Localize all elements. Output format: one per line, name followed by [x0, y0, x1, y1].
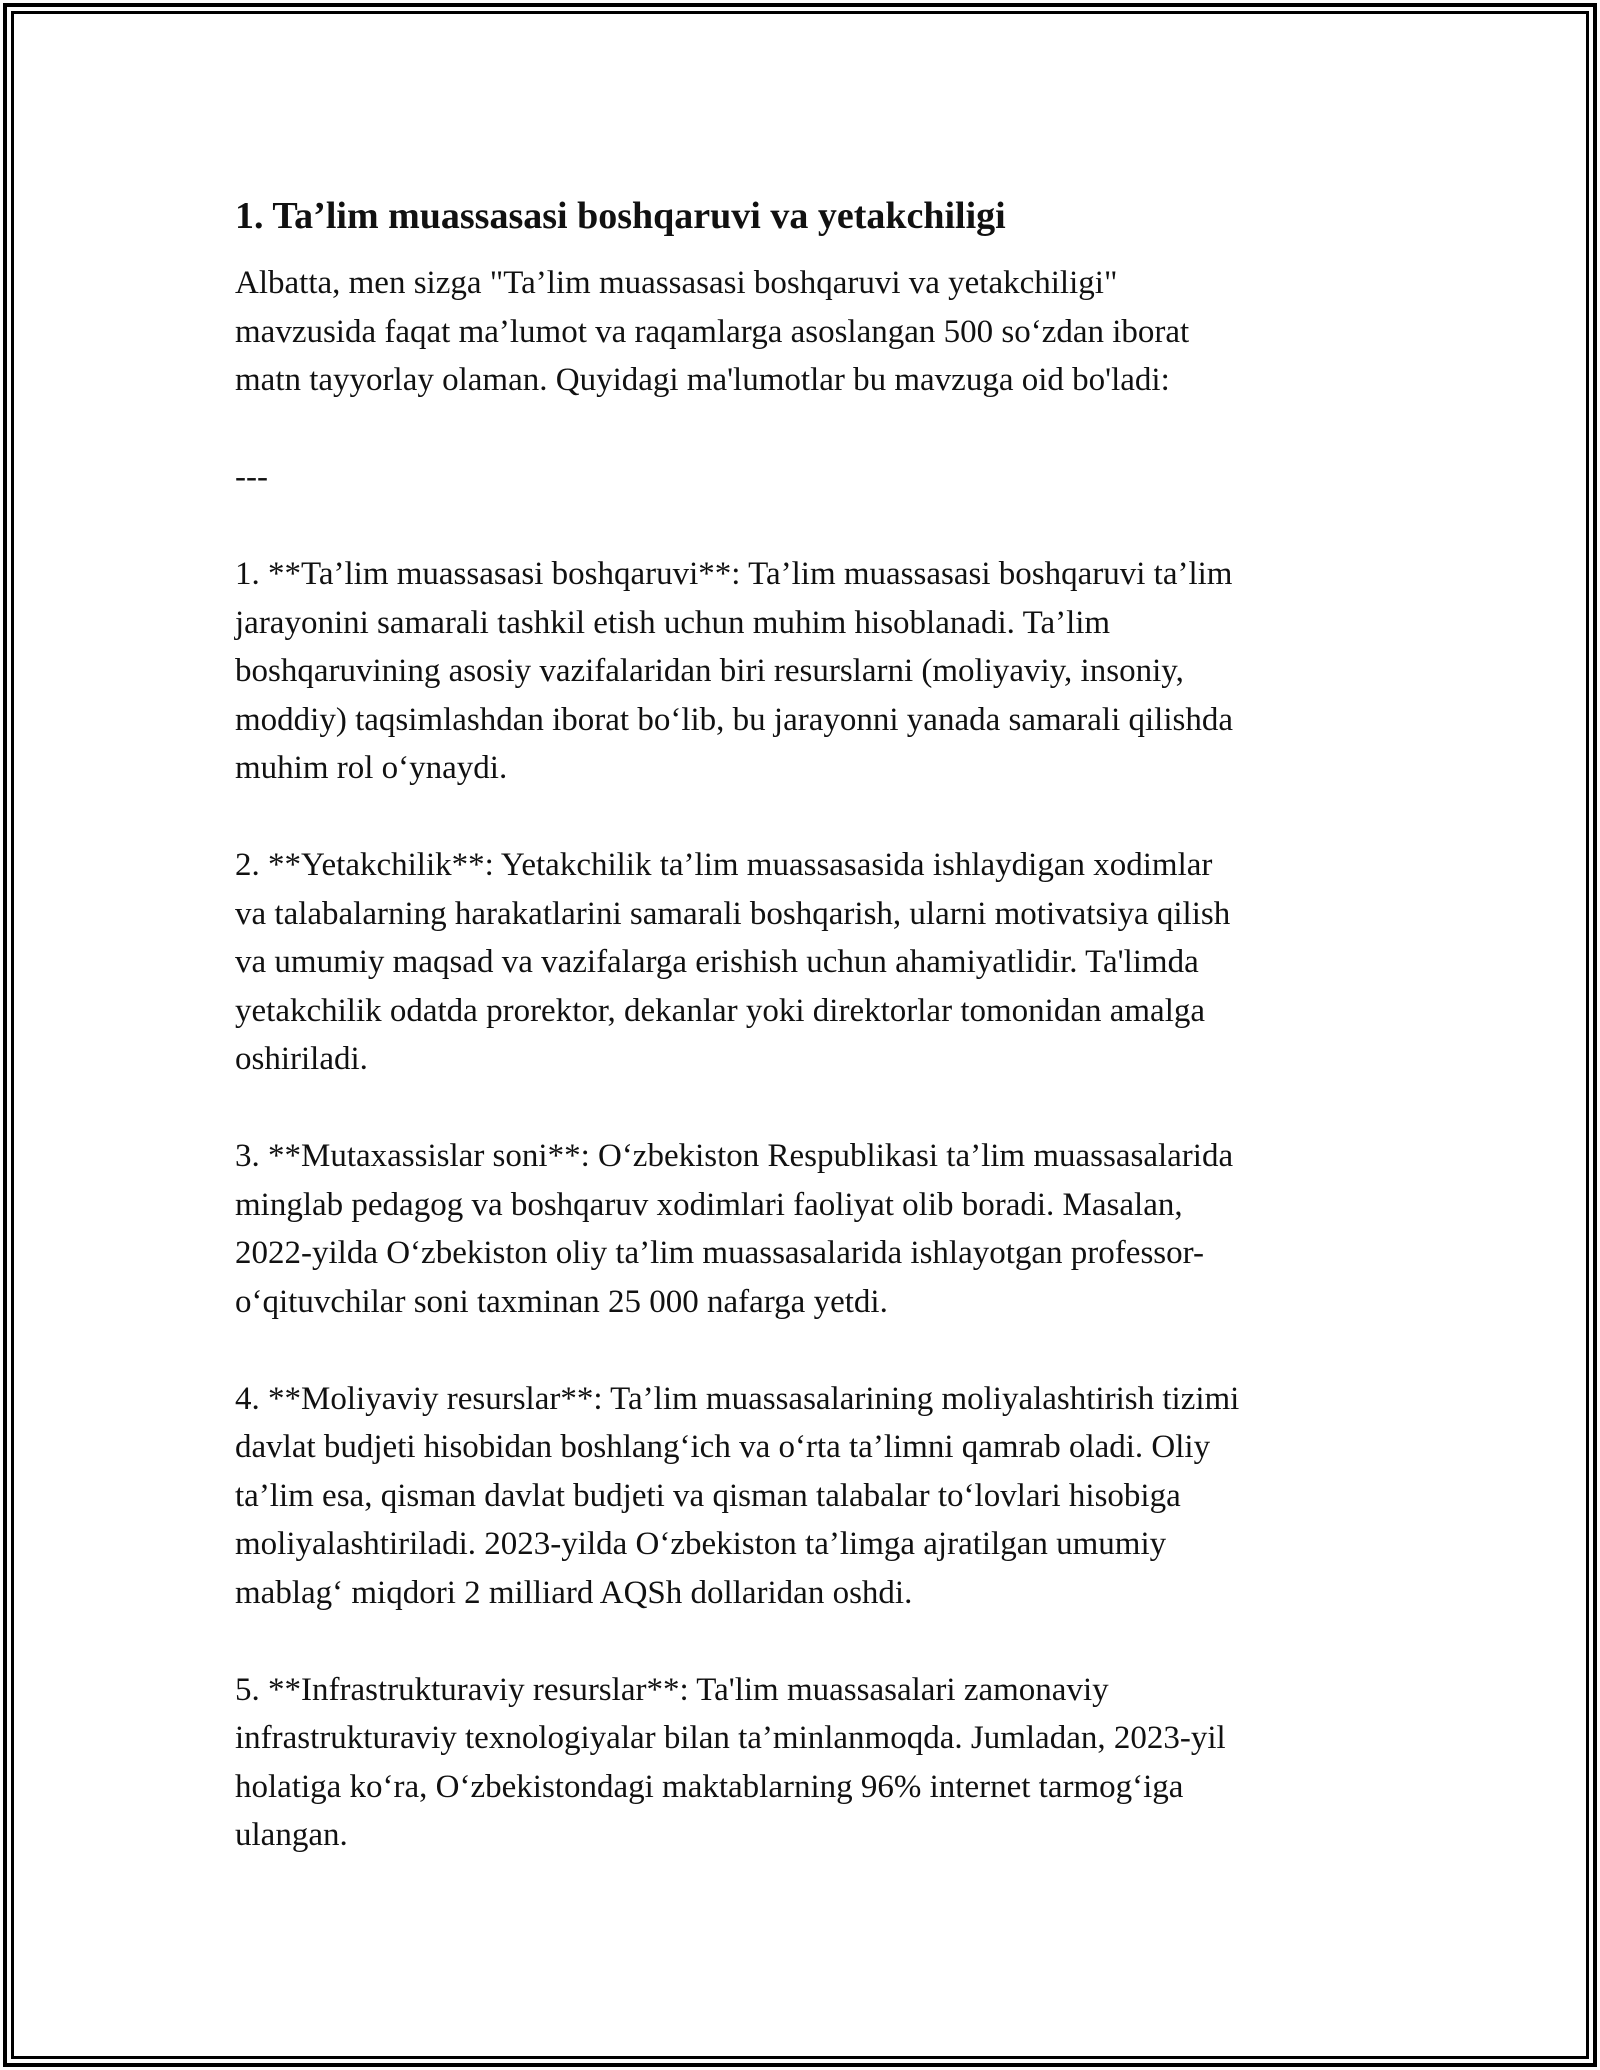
section-paragraph: 2. **Yetakchilik**: Yetakchilik ta’lim muassasasida ishlaydigan xodimlar va talabalarning harakatlarini samarali boshqarish, ularni motivatsiya qilish va umumiy maqsad va vazifalarga erishish uchun ahamiyatlidir. Ta'limda yetakchilik odatda prorektor, dekanlar yoki direktorlar tomonidan amalga oshiriladi.	[235, 847, 1231, 1077]
separator-line: ---	[235, 459, 268, 495]
paragraph-gap	[235, 793, 1375, 842]
paragraph-gap	[235, 502, 1375, 551]
document-body	[235, 190, 1375, 1860]
document-title: 1. Ta’lim muassasasi boshqaruvi va yetakchiligi	[235, 195, 1006, 237]
intro-paragraph: Albatta, men sizga "Ta’lim muassasasi boshqaruvi va yetakchiligi" mavzusida faqat ma’lumot va raqamlarga asoslangan 500 so‘zdan iborat matn tayyorlay olaman. Quyidagi ma'lumotlar bu mavzuga oid bo'ladi:	[235, 265, 1190, 398]
paragraph-gap	[235, 405, 1375, 454]
section-paragraph: 3. **Mutaxassislar soni**: O‘zbekiston Respublikasi ta’lim muassasalarida minglab pedagog va boshqaruv xodimlari faoliyat olib boradi. Masalan, 2022-yilda O‘zbekiston oliy ta’lim muassasalarida ishlayotgan professor- o‘qituvchilar soni taxminan 25 000 nafarga yetdi.	[235, 1138, 1234, 1320]
paragraph-gap	[235, 1084, 1375, 1133]
paragraph-gap	[235, 1617, 1375, 1666]
section-paragraph: 1. **Ta’lim muassasasi boshqaruvi**: Ta’lim muassasasi boshqaruvi ta’lim jarayonini samarali tashkil etish uchun muhim hisoblanadi. Ta’lim boshqaruvining asosiy vazifalaridan biri resurslarni (moliyaviy, insoniy, moddiy) taqsimlashdan iborat bo‘lib, bu jarayonni yanada samarali qilishda muhim rol o‘ynaydi.	[235, 556, 1234, 786]
section-paragraph: 5. **Infrastrukturaviy resurslar**: Ta'lim muassasalari zamonaviy infrastrukturaviy texnologiyalar bilan ta’minlanmoqda. Jumladan, 2023-yil holatiga ko‘ra, O‘zbekistondagi maktablarning 96% internet tarmog‘iga ulangan.	[235, 1671, 1226, 1853]
section-paragraph: 4. **Moliyaviy resurslar**: Ta’lim muassasalarining moliyalashtirish tizimi davlat budjeti hisobidan boshlang‘ich va o‘rta ta’limni qamrab oladi. Oliy ta’lim esa, qisman davlat budjeti va qisman talabalar to‘lovlari hisobiga moliyalashtiriladi. 2023-yilda O‘zbekiston ta’limga ajratilgan umumiy mablag‘ miqdori 2 milliard AQSh dollaridan oshdi.	[235, 1380, 1240, 1611]
paragraph-gap	[235, 1326, 1375, 1375]
